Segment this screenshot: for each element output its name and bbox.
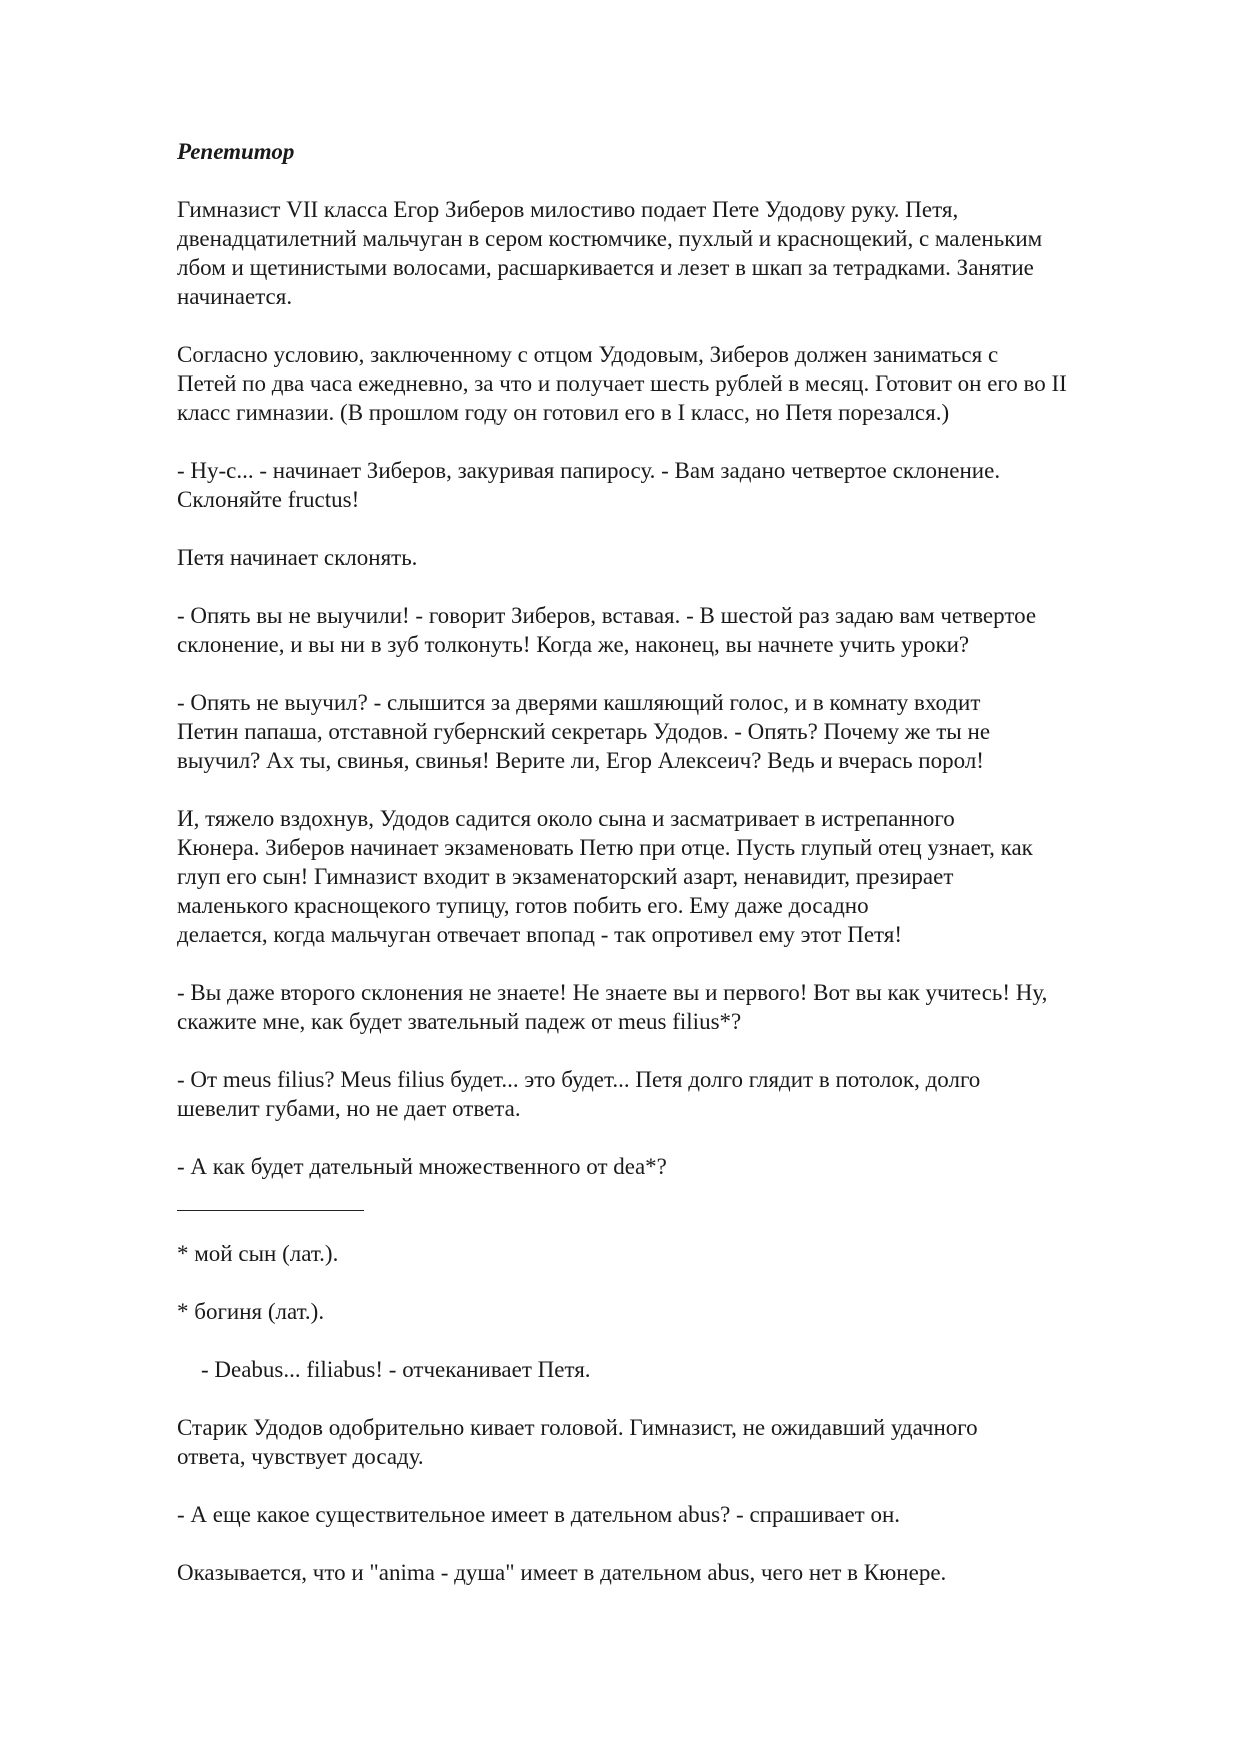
document-title: Репетитор	[177, 139, 295, 164]
paragraph	[177, 978, 1167, 1036]
paragraph	[177, 1152, 1167, 1181]
continued-text	[177, 1413, 1167, 1587]
text-line: маленького краснощекого тупицу, готов побить его. Ему даже досадно	[177, 893, 869, 918]
text-line: лбом и щетинистыми волосами, расшаркивается и лезет в шкап за тетрадками. Занятие	[177, 255, 1034, 280]
text-line: Оказывается, что и "anima - душа" имеет в дательном abus, чего нет в Кюнере.	[177, 1560, 947, 1585]
paragraph	[177, 1558, 1167, 1587]
paragraph	[177, 456, 1167, 514]
text-line: - От meus filius? Meus filius будет... это будет... Петя долго глядит в потолок, долго	[177, 1067, 981, 1092]
text-line: глуп его сын! Гимназист входит в экзаменаторский азарт, ненавидит, презирает	[177, 864, 954, 889]
paragraph	[177, 543, 1167, 572]
text-line: Старик Удодов одобрительно кивает головой. Гимназист, не ожидавший удачного	[177, 1415, 978, 1440]
text-line: Петей по два часа ежедневно, за что и получает шесть рублей в месяц. Готовит он его во II	[177, 371, 1067, 396]
footnote-1: * мой сын (лат.).	[177, 1241, 339, 1266]
text-line: Гимназист VII класса Егор Зиберов милостиво подает Пете Удодову руку. Петя,	[177, 197, 959, 222]
document-body	[177, 137, 1167, 1616]
footnote-separator	[177, 1210, 364, 1211]
paragraph	[177, 195, 1167, 311]
paragraph	[177, 601, 1167, 659]
text-line: шевелит губами, но не дает ответа.	[177, 1096, 521, 1121]
text-line: - А еще какое существительное имеет в дательном abus? - спрашивает он.	[177, 1502, 901, 1527]
paragraph	[177, 1500, 1167, 1529]
text-line: Склоняйте fructus!	[177, 487, 360, 512]
text-line: Петин папаша, отставной губернский секретарь Удодов. - Опять? Почему же ты не	[177, 719, 991, 744]
text-line: - Опять вы не выучили! - говорит Зиберов, вставая. - В шестой раз задаю вам четвертое	[177, 603, 1037, 628]
main-text	[177, 195, 1167, 1181]
text-line: делается, когда мальчуган отвечает впопад - так опротивел ему этот Петя!	[177, 922, 903, 947]
text-line: И, тяжело вздохнув, Удодов садится около сына и засматривает в истрепанного	[177, 806, 955, 831]
paragraph	[177, 1065, 1167, 1123]
text-line: Согласно условию, заключенному с отцом Удодовым, Зиберов должен заниматься с	[177, 342, 999, 367]
paragraph	[177, 1413, 1167, 1471]
footnote-2: * богиня (лат.).	[177, 1299, 325, 1324]
text-line: скажите мне, как будет звательный падеж от meus filius*?	[177, 1009, 742, 1034]
text-line: Кюнера. Зиберов начинает экзаменовать Петю при отце. Пусть глупый отец узнает, как	[177, 835, 1033, 860]
text-line: выучил? Ах ты, свинья, свинья! Верите ли, Егор Алексеич? Ведь и вчерась порол!	[177, 748, 984, 773]
text-line: склонение, и вы ни в зуб толконуть! Когда же, наконец, вы начнете учить уроки?	[177, 632, 970, 657]
text-line: ответа, чувствует досаду.	[177, 1444, 424, 1469]
text-line: начинается.	[177, 284, 293, 309]
paragraph	[177, 688, 1167, 775]
text-line: - А как будет дательный множественного от dea*?	[177, 1154, 667, 1179]
text-line: - Ну-с... - начинает Зиберов, закуривая папиросу. - Вам задано четвертое склонение.	[177, 458, 1001, 483]
text-line: - Опять не выучил? - слышится за дверями кашляющий голос, и в комнату входит	[177, 690, 981, 715]
paragraph	[177, 340, 1167, 427]
text-line: - Вы даже второго склонения не знаете! Не знаете вы и первого! Вот вы как учитесь! Ну,	[177, 980, 1048, 1005]
text-line: Петя начинает склонять.	[177, 545, 418, 570]
indented-dialogue-line: - Deabus... filiabus! - отчеканивает Петя.	[201, 1357, 591, 1382]
text-line: класс гимназии. (В прошлом году он готовил его в I класс, но Петя порезался.)	[177, 400, 950, 425]
text-line: двенадцатилетний мальчуган в сером костюмчике, пухлый и краснощекий, с маленьким	[177, 226, 1043, 251]
paragraph	[177, 804, 1167, 949]
